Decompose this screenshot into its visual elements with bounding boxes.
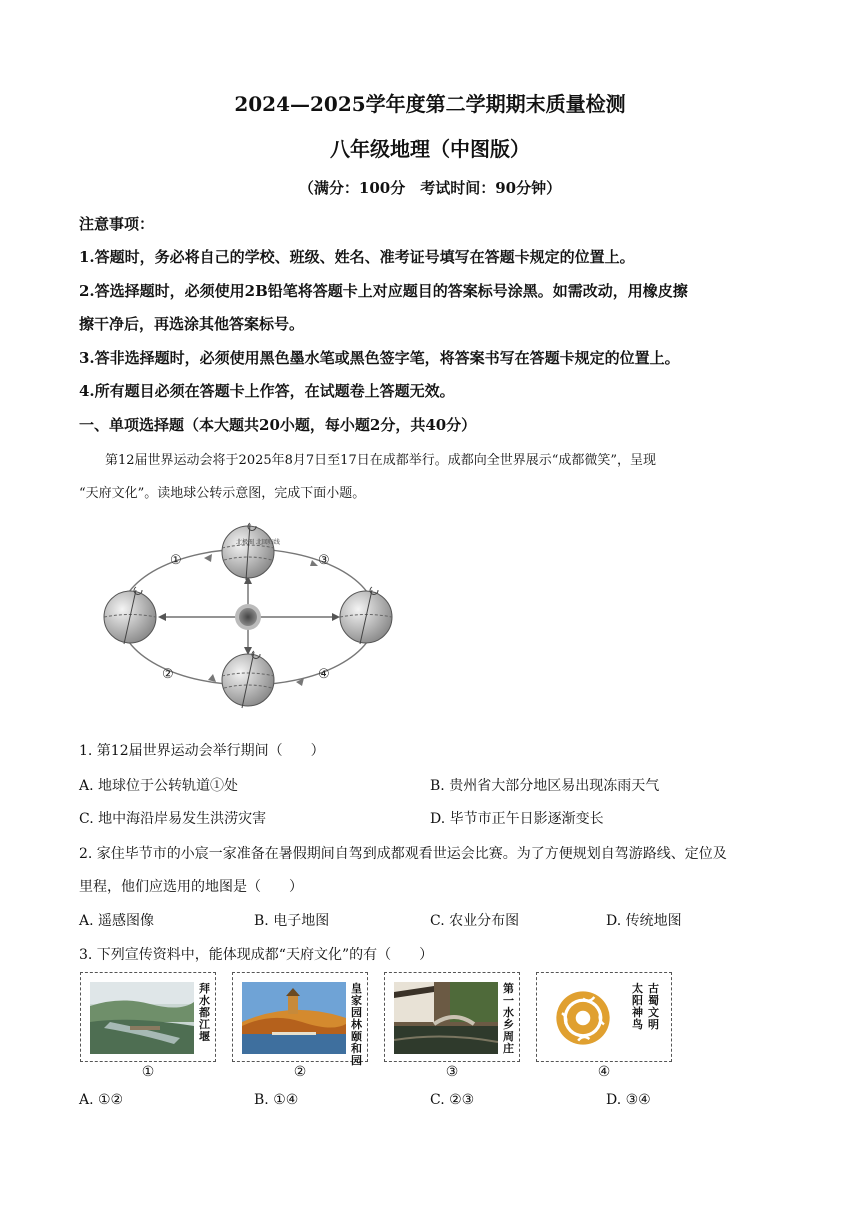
orbit-label-3: ③ — [318, 553, 330, 568]
promo-card-4 — [536, 972, 672, 1062]
question-2-stem-line1: 2. 家住毕节市的小宸一家准备在暑假期间自驾到成都观看世运会比赛。为了方便规划自驾游路线、定位及 — [79, 846, 727, 862]
q1-option-a[interactable]: A. 地球位于公转轨道①处 — [79, 778, 239, 794]
sun-icon — [235, 604, 261, 630]
promo-card-1 — [80, 972, 216, 1062]
notice-item-1: 1.答题时，务必将自己的学校、班级、姓名、准考证号填写在答题卡规定的位置上。 — [79, 248, 635, 266]
intro-line-2: “天府文化”。读地球公转示意图，完成下面小题。 — [79, 486, 366, 501]
exam-info: （满分：100分 考试时间：90分钟） — [298, 179, 562, 197]
q2-option-a[interactable]: A. 遥感图像 — [79, 913, 155, 929]
summer-palace-photo — [242, 982, 346, 1054]
promo-card-2 — [232, 972, 368, 1067]
intro-line-1: 第12届世界运动会将于2025年8月7日至17日在成都举行。成都向全世界展示“成都微笑”，呈现 — [105, 453, 657, 468]
globe-left-icon — [104, 587, 156, 644]
card-4-text-col1: 太阳神鸟 — [632, 982, 643, 1031]
card-2-text: 皇家园林颐和园 — [351, 982, 362, 1067]
card-4-caption: ④ — [597, 1064, 611, 1080]
q1-option-d[interactable]: D. 毕节市正午日影逐渐变长 — [430, 811, 604, 827]
globe-top-icon — [222, 523, 280, 580]
q3-option-c[interactable]: C. ②③ — [430, 1092, 475, 1108]
card-3-text: 第一水乡周庄 — [503, 982, 514, 1055]
q3-option-b[interactable]: B. ①④ — [254, 1092, 299, 1108]
q2-option-d[interactable]: D. 传统地图 — [606, 913, 682, 929]
notice-item-2-line1: 2.答选择题时，必须使用2B铅笔将答题卡上对应题目的答案标号涂黑。如需改动，用橡皮擦 — [79, 282, 688, 300]
notice-item-4: 4.所有题目必须在答题卡上作答，在试题卷上答题无效。 — [79, 382, 455, 400]
exam-title: 2024—2025学年度第二学期期末质量检测 — [234, 92, 626, 116]
card-2-caption: ② — [293, 1064, 307, 1080]
question-1-stem: 1. 第12届世界运动会举行期间（ ） — [79, 743, 325, 759]
orbit-arrow-icon — [204, 554, 212, 562]
notice-heading: 注意事项： — [79, 215, 155, 233]
card-3-caption: ③ — [445, 1064, 459, 1080]
globe-bottom-icon — [222, 651, 274, 708]
section-heading: 一、单项选择题（本大题共20小题，每小题2分，共40分） — [79, 416, 477, 434]
orbit-label-1: ① — [170, 553, 182, 568]
q3-option-a[interactable]: A. ①② — [79, 1092, 124, 1108]
card-1-caption: ① — [141, 1064, 155, 1080]
promo-card-3 — [384, 972, 520, 1062]
orbit-label-2: ② — [162, 667, 174, 682]
notice-item-3: 3.答非选择题时，必须使用黑色墨水笔或黑色签字笔，将答案书写在答题卡规定的位置上。 — [79, 349, 680, 367]
q1-option-b[interactable]: B. 贵州省大部分地区易出现冻雨天气 — [430, 778, 660, 794]
globe-top-label: 北极圈 北回归线 — [236, 539, 280, 546]
earth-orbit-diagram — [100, 520, 400, 715]
q1-option-c[interactable]: C. 地中海沿岸易发生洪涝灾害 — [79, 811, 267, 827]
exam-subtitle: 八年级地理（中图版） — [330, 137, 530, 161]
q3-option-d[interactable]: D. ③④ — [606, 1092, 651, 1108]
question-2-stem-line2: 里程，他们应选用的地图是（ ） — [79, 879, 303, 895]
orbit-arrow-icon — [208, 674, 216, 682]
orbit-label-4: ④ — [318, 667, 330, 682]
dujiangyan-photo — [90, 982, 194, 1054]
orbit-arrow-icon — [310, 560, 318, 566]
card-4-text-col2: 古蜀文明 — [648, 982, 659, 1031]
notice-item-2-line2: 擦干净后，再选涂其他答案标号。 — [79, 315, 305, 333]
globe-right-icon — [340, 587, 392, 644]
sun-bird-emblem-icon — [541, 982, 625, 1054]
question-3-stem: 3. 下列宣传资料中，能体现成都“天府文化”的有（ ） — [79, 947, 434, 963]
q2-option-c[interactable]: C. 农业分布图 — [430, 913, 520, 929]
q2-option-b[interactable]: B. 电子地图 — [254, 913, 330, 929]
zhouzhuang-photo — [394, 982, 498, 1054]
card-1-text: 拜水都江堰 — [199, 982, 210, 1043]
